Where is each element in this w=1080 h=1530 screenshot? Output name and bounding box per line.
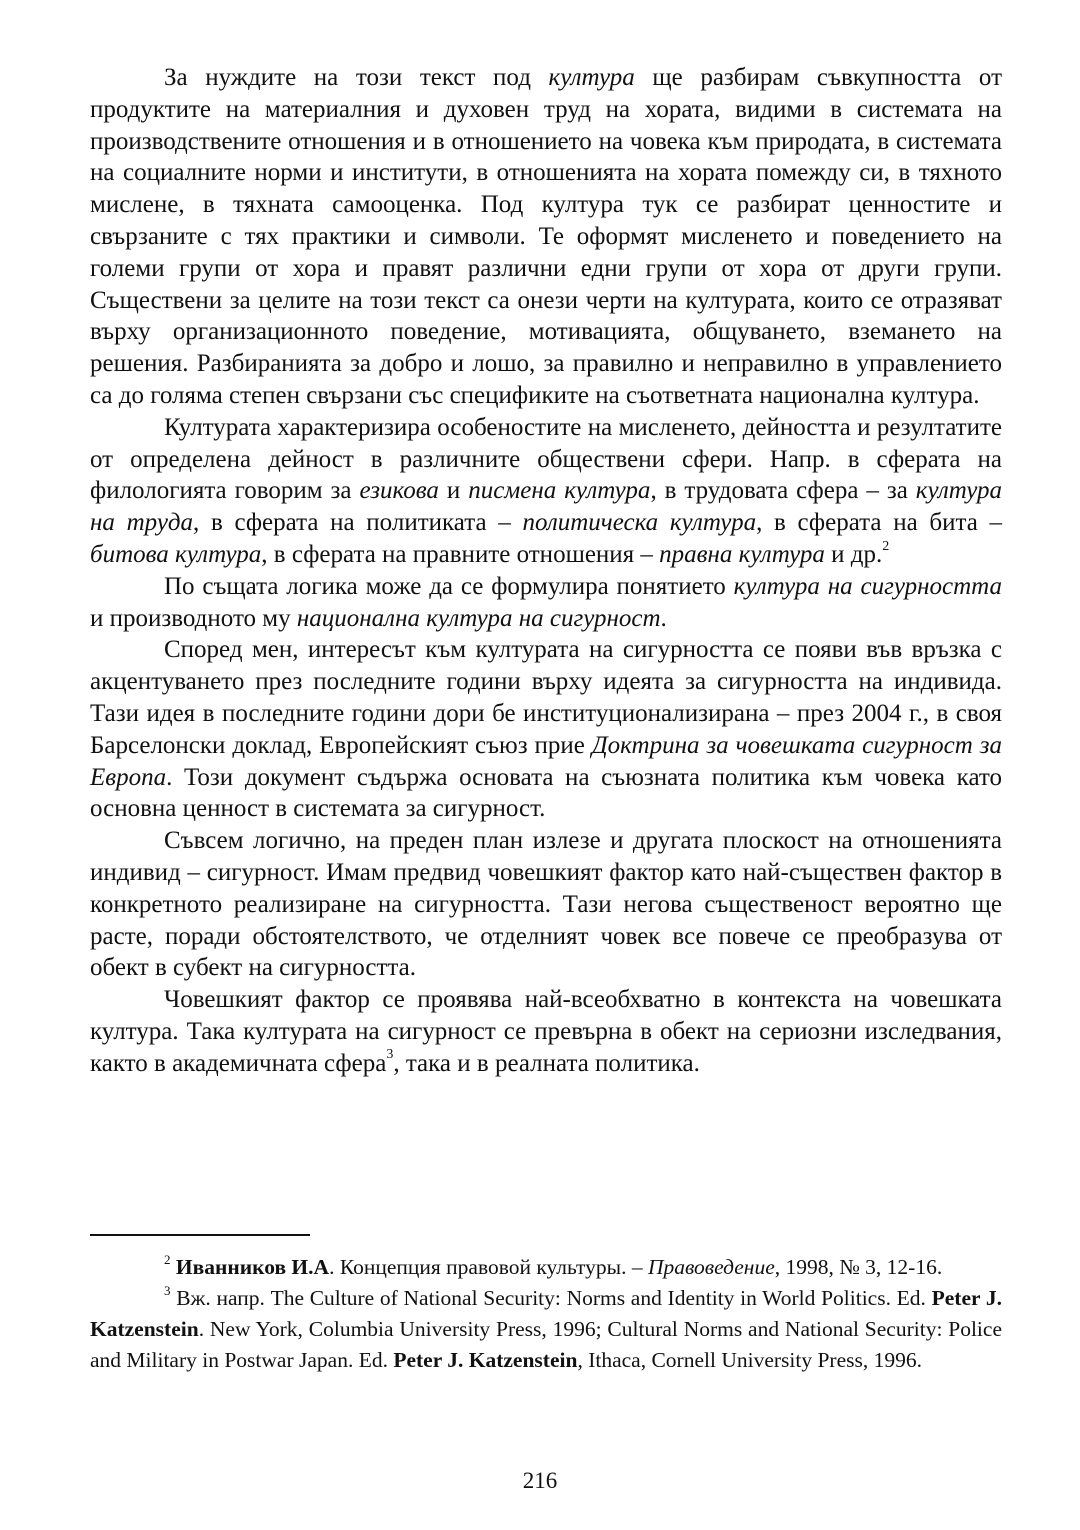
italic-term: култура на труда — [90, 477, 1002, 537]
text-run: и др. — [824, 540, 883, 568]
text-run: . — [660, 604, 667, 632]
paragraph-3 — [90, 571, 1002, 635]
footnote-author: Иванников И.А — [175, 1255, 330, 1279]
text-run: , в трудовата сфера – за — [650, 477, 916, 505]
text-run: , 1998, № 3, 12-16. — [774, 1255, 943, 1279]
footnote-editor: Peter J. Katzenstein — [90, 1286, 1002, 1341]
footnote-editor: Peter J. Katzenstein — [393, 1348, 578, 1372]
text-run: . Този документ съдържа основата на съюзната политика към човека като основна ценност в системата за сигурност. — [90, 763, 1002, 823]
paragraph-1 — [90, 62, 1002, 412]
footnote-divider — [90, 1234, 310, 1236]
paragraph-6 — [90, 984, 1002, 1079]
text-run: и — [438, 477, 469, 505]
footnote-journal: Правоведение — [647, 1255, 775, 1279]
text-run: . New York, Columbia University Press, 1996; Cultural Norms and National Security: Police and Military in Postwar Japan. Ed. — [90, 1317, 1002, 1372]
text-run: Съвсем логично, на преден план излезе и другата плоскост на отношенията индивид – сигурност. Имам предвид човешкият фактор като най-съществен фактор в конкретното реализиране на сигурността. Тази негова същественост вероятно ще расте, поради обстоятелството, че отделният човек все повече се преобразува от обект в субект на сигурността. — [90, 827, 1002, 982]
footnote-3 — [90, 1283, 1002, 1376]
text-run: , в сферата на бита – — [756, 509, 1002, 537]
page-number: 216 — [522, 1468, 558, 1493]
text-run: Според мен, интересът към културата на сигурността се появи във връзка с акцентуването през последните години върху идеята за сигурността на индивида. Тази идея в последните години дори бе институционализирана – през 2004 г., в своя Барселонски доклад, Европейският съюз прие — [90, 636, 1002, 759]
text-run: Вж. напр. The Culture of National Security: Norms and Identity in World Politics. Ed. — [176, 1286, 932, 1310]
italic-term: политическа култура — [522, 509, 757, 537]
text-run: Културата характеризира особеностите на мисленето, дейността и резултатите от определена дейност в различните обществени сфери. Напр. в сферата на филологията говорим за — [90, 413, 1002, 505]
italic-term: битова култура — [90, 540, 262, 568]
footnote-ref-2[interactable]: 2 — [882, 538, 890, 554]
italic-term: култура — [548, 64, 635, 91]
footnote-number: 3 — [164, 1282, 171, 1298]
italic-term: национална култура на сигурност — [296, 604, 661, 632]
text-run: , Ithaca, Cornell University Press, 1996. — [577, 1348, 922, 1372]
text-run: и производното му — [90, 604, 297, 632]
paragraph-4 — [90, 634, 1002, 825]
main-text — [90, 62, 1002, 1080]
text-run: По същата логика може да се формулира понятието — [164, 572, 734, 600]
text-run: . Концепция правовой культуры. – — [329, 1255, 648, 1279]
footnotes — [90, 1252, 1002, 1376]
text-run: , така и в реалната политика. — [393, 1049, 700, 1077]
text-run: За нуждите на този текст под — [164, 64, 549, 91]
text-run: Човешкият фактор се проявява най-всеобхватно в контекста на човешката култура. Така културата на сигурност се превърна в обект на сериозни изследвания, както в академичната сфера — [90, 986, 1002, 1077]
footnote-2 — [90, 1252, 1002, 1283]
italic-term: писмена култура — [468, 477, 651, 505]
footnote-ref-3[interactable]: 3 — [386, 1047, 394, 1063]
paragraph-5 — [90, 825, 1002, 984]
italic-term: езикова — [359, 477, 439, 505]
text-run: ще разбирам съвкупността от продуктите на материалния и духовен труд на хората, видими в системата на производствените отношения и в отношението на човека към природата, в системата на социалните норми и институти, в отношенията на хората помежду си, в тяхното мислене, в тяхната самооценка. Под култура тук се разбират ценностите и свързаните с тях практики и символи. Те оформят мисленето и поведението на големи групи от хора и правят различни едни групи от хора от други групи. Съществени за целите на този текст са онези черти на културата, които се отразяват върху организационното поведение, мотивацията, общуването, вземането на решения. Разбиранията за добро и лошо, за правилно и неправилно в управлението са до голяма степен свързани със спецификите на съответната национална култура. — [90, 64, 1002, 409]
paragraph-2 — [90, 412, 1002, 571]
italic-term: култура на сигурността — [733, 572, 1002, 600]
text-run: , в сферата на политиката – — [193, 509, 523, 537]
italic-term: Доктрина за човешката сигурност за Европа — [90, 731, 1002, 791]
footnote-number: 2 — [164, 1251, 171, 1267]
text-run: , в сферата на правните отношения – — [261, 540, 660, 568]
italic-term: правна култура — [659, 540, 825, 568]
